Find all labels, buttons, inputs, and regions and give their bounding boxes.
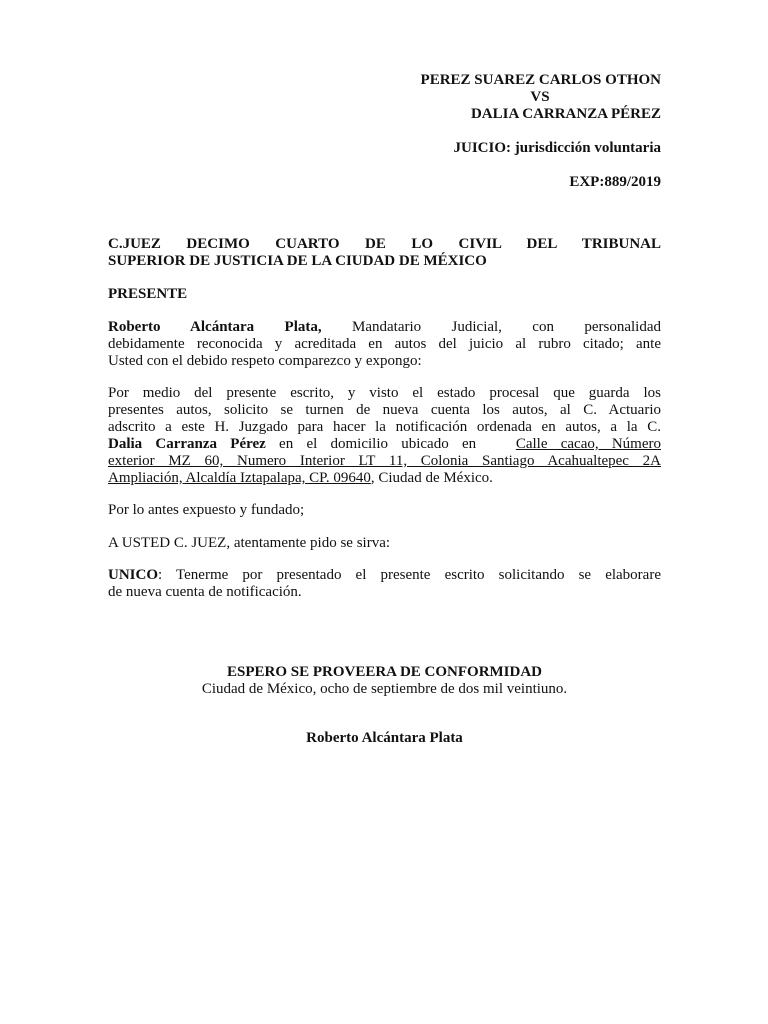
unico-line-1 (108, 567, 661, 584)
intro-line-1 (108, 319, 661, 336)
intro-line-3: Usted con el debido respeto comparezco y expongo: (108, 353, 422, 369)
body-line-2: presentes autos, solicito se turnen de nueva cuenta los autos, al C. Actuario (108, 402, 661, 418)
address-part-3: Ampliación, Alcaldía Iztapalapa, CP. 09640 (108, 470, 371, 486)
signature-name: Roberto Alcántara Plata (306, 730, 463, 746)
closing-line-1: Por lo antes expuesto y fundado; (108, 502, 305, 518)
body-line-4-text: en el domicilio ubicado en (265, 436, 516, 452)
caption-versus: VS (530, 89, 550, 105)
address-part-2: exterior MZ 60, Numero Interior LT 11, Colonia Santiago Acahualtepec 2A (108, 453, 661, 469)
unico-line-2: de nueva cuenta de notificación. (108, 584, 302, 600)
caption-trial-type: JUICIO: jurisdicción voluntaria (453, 140, 661, 156)
body-line-4 (108, 436, 661, 453)
case-caption (361, 72, 661, 191)
body-line-6-text: , Ciudad de México. (370, 470, 493, 486)
notified-party-name: Dalia Carranza Pérez (108, 436, 266, 452)
caption-party-one: PEREZ SUAREZ CARLOS OTHON (420, 72, 661, 88)
signer-name: Roberto Alcántara Plata, (108, 319, 322, 335)
unico-line-1-text: : Tenerme por presentado el presente escrito solicitando se elaborare (158, 567, 661, 583)
addressee-line-1: C.JUEZ DECIMO CUARTO DE LO CIVIL DEL TRIBUNAL (108, 236, 661, 252)
body-line-6 (108, 470, 661, 487)
document-page (108, 0, 661, 1024)
body-line-3: adscrito a este H. Juzgado para hacer la notificación ordenada en autos, a la C. (108, 419, 661, 435)
intro-line-1-text: Mandatario Judicial, con personalidad (321, 319, 661, 335)
caption-party-two: DALIA CARRANZA PÉREZ (470, 106, 661, 122)
unico-label: UNICO (108, 567, 159, 583)
espero-heading: ESPERO SE PROVEERA DE CONFORMIDAD (226, 664, 543, 680)
body-line-1: Por medio del presente escrito, y visto el estado procesal que guarda los (108, 385, 661, 401)
closing-line-2: A USTED C. JUEZ, atentamente pido se sirva: (108, 535, 391, 551)
presente-heading: PRESENTE (108, 286, 188, 302)
date-line: Ciudad de México, ocho de septiembre de dos mil veintiuno. (201, 681, 568, 697)
intro-line-2: debidamente reconocida y acreditada en autos del juicio al rubro citado; ante (108, 336, 661, 352)
caption-file-number: EXP:889/2019 (569, 174, 661, 190)
addressee-line-2: SUPERIOR DE JUSTICIA DE LA CIUDAD DE MÉXICO (108, 253, 487, 269)
address-part-1: Calle cacao, Número (515, 436, 661, 452)
